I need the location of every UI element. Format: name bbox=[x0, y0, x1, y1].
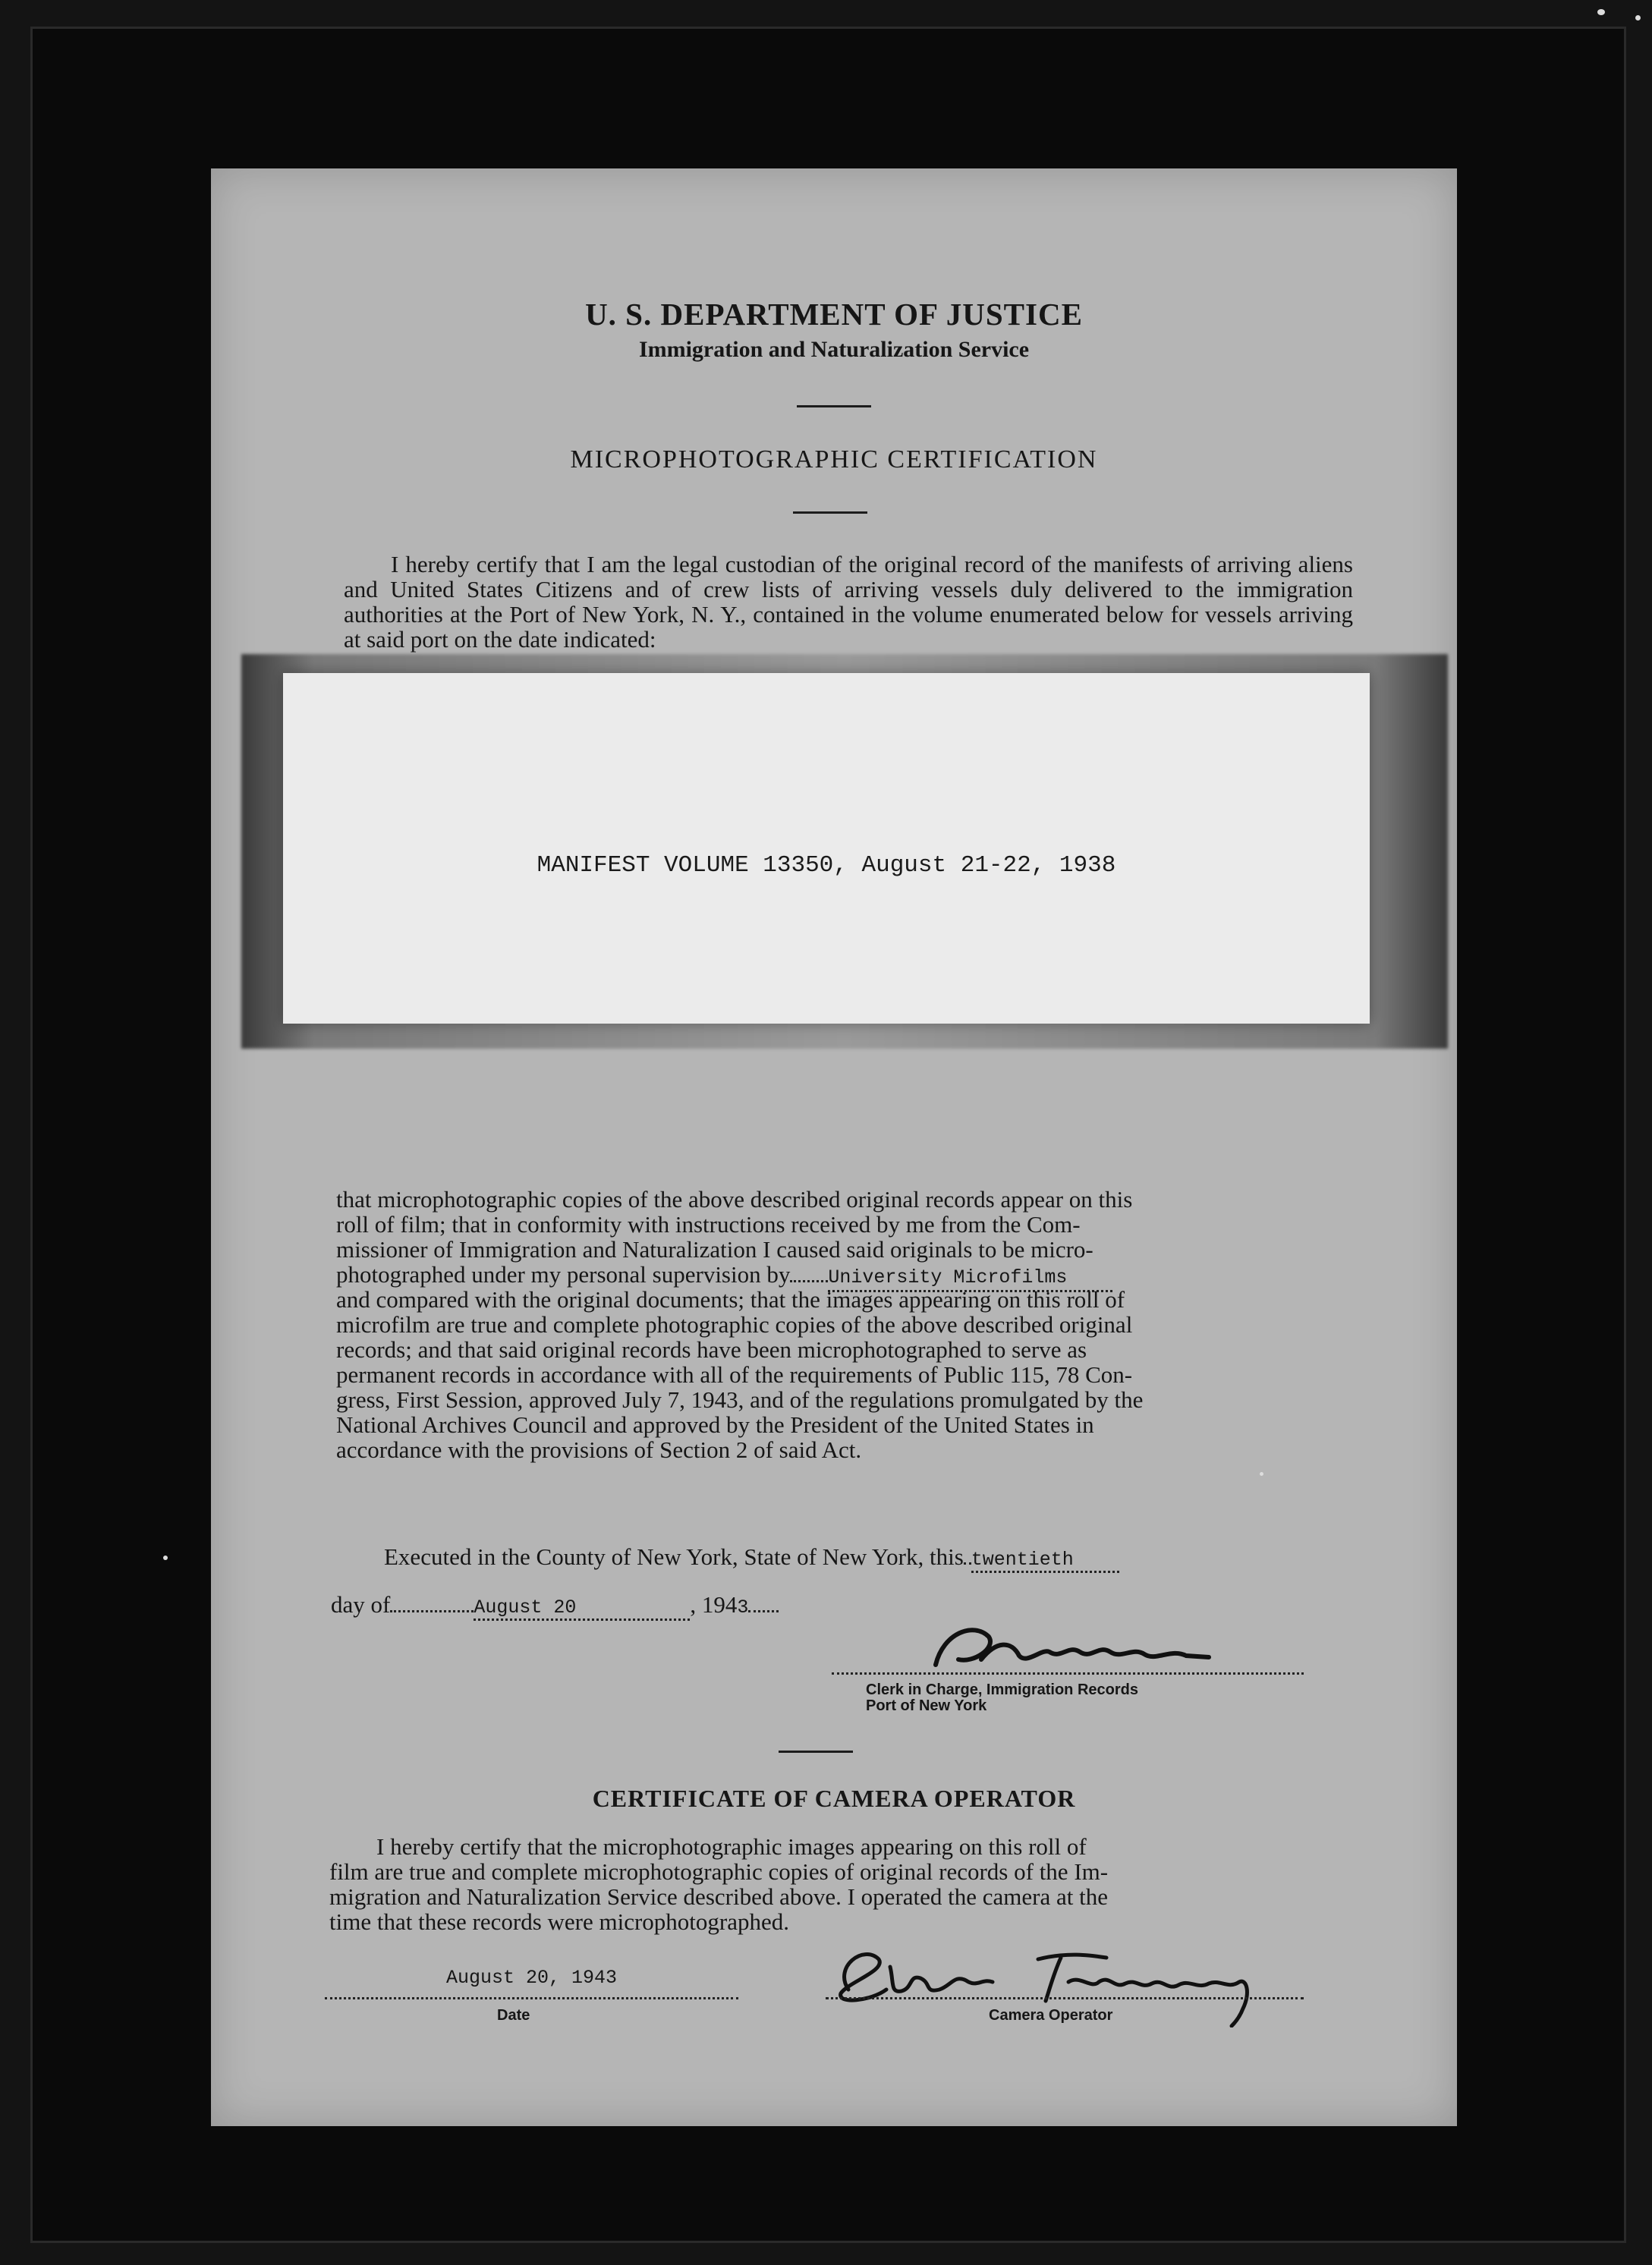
body-line: permanent records in accordance with all of the requirements of Public 115, 78 Con- bbox=[336, 1361, 1133, 1388]
camera-line bbox=[329, 1834, 1354, 1859]
camera-date-field: August 20, 1943 bbox=[446, 1967, 618, 1989]
dotted-leader bbox=[748, 1610, 779, 1612]
department-heading: U. S. DEPARTMENT OF JUSTICE bbox=[585, 297, 1083, 332]
clerk-signature bbox=[928, 1618, 1216, 1678]
manifest-volume-text: MANIFEST VOLUME 13350, August 21-22, 1938 bbox=[537, 852, 1116, 879]
camera-certificate-paragraph bbox=[329, 1834, 1354, 1934]
body-line: National Archives Council and approved by the President of the United States in bbox=[336, 1411, 1094, 1438]
speck bbox=[163, 1556, 168, 1560]
month-day-field: August 20 bbox=[474, 1597, 690, 1621]
year-digit-field: 3 bbox=[737, 1597, 749, 1619]
day-word-field: twentieth bbox=[971, 1549, 1119, 1573]
body-line: accordance with the provisions of Section 2 of said Act. bbox=[336, 1436, 862, 1463]
divider bbox=[779, 1751, 853, 1753]
camera-line: time that these records were microphotographed. bbox=[329, 1908, 789, 1935]
speck bbox=[1635, 15, 1641, 20]
clerk-title-line: Clerk in Charge, Immigration Records bbox=[866, 1681, 1138, 1698]
certification-title: MICROPHOTOGRAPHIC CERTIFICATION bbox=[570, 445, 1098, 473]
execution-line bbox=[384, 1543, 1119, 1573]
day-of-line bbox=[331, 1591, 779, 1621]
certificate-sheet bbox=[211, 168, 1457, 2126]
body-line: gress, First Session, approved July 7, 1943, and of the regulations promulgated by the bbox=[336, 1386, 1144, 1413]
body-line: missioner of Immigration and Naturalization I caused said originals to be micro- bbox=[336, 1236, 1093, 1263]
intro-paragraph bbox=[344, 552, 1353, 665]
intro-text: I hereby certify that I am the legal custodian of the original record of the manifests of arriving aliens and United States Citizens and of crew lists of arriving vessels duly delivered to the immigration authorities at the Port of New York, N. Y., contained in the volume enumerated below for vessels arriving at said port on the date indicated: bbox=[344, 552, 1353, 653]
clerk-title bbox=[866, 1682, 1138, 1714]
camera-operator-label: Camera Operator bbox=[989, 2007, 1113, 2024]
divider bbox=[793, 511, 867, 514]
microfilm-company-field: University Microfilms bbox=[828, 1265, 1112, 1292]
service-subheading: Immigration and Naturalization Service bbox=[638, 337, 1030, 362]
signature-line bbox=[832, 1672, 1304, 1675]
year-prefix: , 194 bbox=[690, 1591, 738, 1618]
body-line: roll of film; that in conformity with instructions received by me from the Com- bbox=[336, 1211, 1081, 1238]
body-line: microfilm are true and complete photographic copies of the above described original bbox=[336, 1311, 1133, 1338]
date-label: Date bbox=[497, 2007, 530, 2024]
day-of-label: day of bbox=[331, 1591, 391, 1618]
supervision-prefix: photographed under my personal supervision by bbox=[336, 1261, 791, 1288]
camera-line-text: I hereby certify that the microphotographic images appearing on this roll of bbox=[376, 1833, 1087, 1860]
dotted-leader bbox=[790, 1280, 828, 1282]
pasted-volume-label bbox=[283, 673, 1370, 1024]
divider bbox=[797, 405, 871, 407]
date-line bbox=[325, 1997, 738, 1999]
body-line: and compared with the original documents; that the images appearing on this roll of bbox=[336, 1286, 1125, 1313]
body-paragraph bbox=[336, 1187, 1353, 1462]
camera-operator-line bbox=[826, 1997, 1304, 1999]
body-line bbox=[336, 1262, 1353, 1287]
body-line: that microphotographic copies of the above described original records appear on this bbox=[336, 1186, 1133, 1213]
camera-certificate-title: CERTIFICATE OF CAMERA OPERATOR bbox=[592, 1785, 1076, 1812]
clerk-title-line: Port of New York bbox=[866, 1697, 987, 1714]
camera-line: film are true and complete microphotographic copies of original records of the Im- bbox=[329, 1858, 1109, 1885]
dotted-leader bbox=[390, 1610, 474, 1612]
speck bbox=[1597, 9, 1605, 15]
speck bbox=[1260, 1472, 1263, 1476]
dotted-leader bbox=[964, 1562, 971, 1565]
camera-line: migration and Naturalization Service described above. I operated the camera at the bbox=[329, 1883, 1108, 1910]
body-line: records; and that said original records have been microphotographed to serve as bbox=[336, 1336, 1087, 1363]
execution-prefix: Executed in the County of New York, State of New York, this bbox=[384, 1543, 964, 1570]
